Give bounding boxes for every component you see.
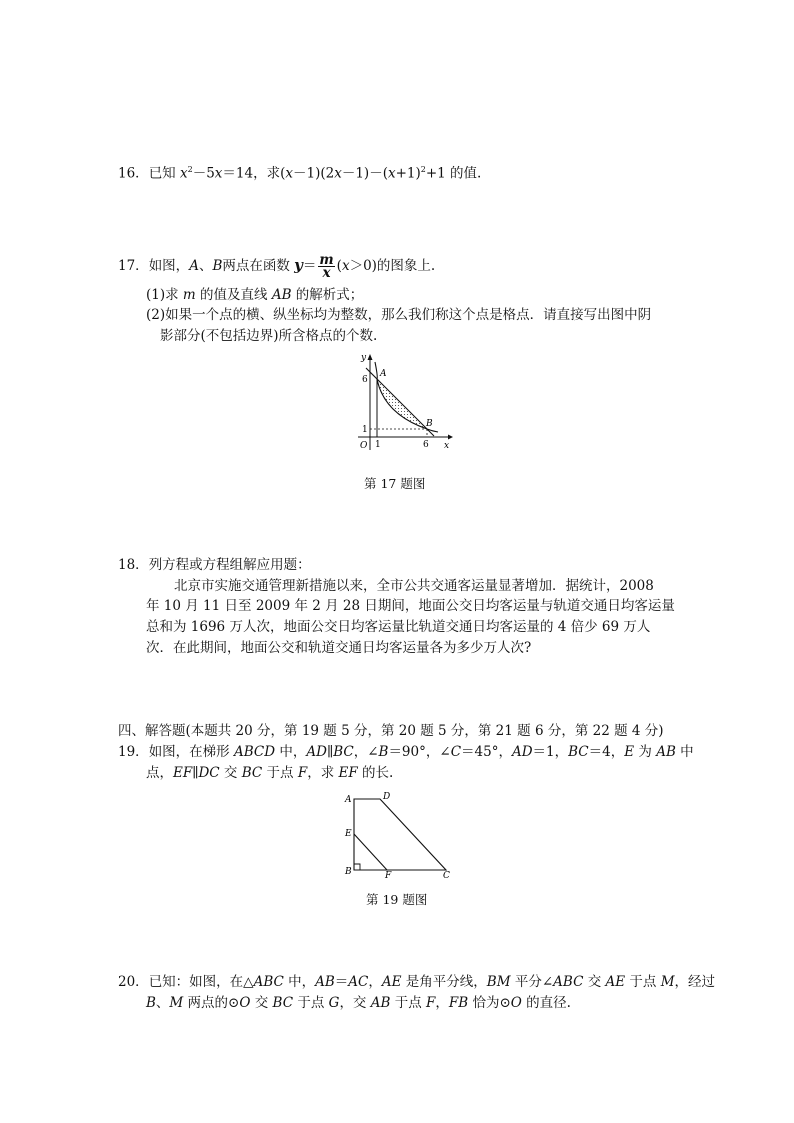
q19-figure-caption: 第 19 题图	[366, 892, 428, 907]
origin-label: O	[360, 441, 368, 451]
q16-number: 16．	[118, 165, 149, 182]
q18-line2: 年 10 月 11 日至 2009 年 2 月 28 日期间，地面公交日均客运量与轨道交通日均客运量	[146, 598, 675, 614]
vertex-B-label: B	[345, 867, 352, 877]
point-B-label: B	[426, 419, 433, 429]
tick-6-x: 6	[423, 440, 429, 450]
vertex-A-label: A	[345, 795, 352, 805]
q17-figure-caption: 第 17 题图	[364, 476, 426, 491]
q17-figure	[340, 350, 456, 454]
q20-line2: B、M 两点的⊙O 交 BC 于点 G，交 AB 于点 F，FB 恰为⊙O 的直径.	[146, 995, 571, 1011]
vertex-D-label: D	[383, 792, 391, 802]
q20-line1: 20．已知：如图，在△ABC 中，AB＝AC，AE 是角平分线，BM 平分∠ABC 交 AE 于点 M，经过	[118, 974, 716, 990]
y-axis-arrow	[368, 354, 373, 360]
trapezoid-ABCD	[354, 799, 446, 870]
right-angle-mark	[354, 864, 360, 870]
x-axis-label: x	[444, 441, 450, 451]
tick-1-y: 1	[362, 425, 368, 435]
y-axis-label: y	[361, 353, 367, 363]
q18-title: 18．列方程或方程组解应用题：	[118, 557, 311, 573]
q17-part2-line1: (2)如果一个点的横、纵坐标均为整数，那么我们称这个点是格点．请直接写出图中阴	[146, 307, 652, 323]
q18-number: 18．	[118, 557, 149, 573]
fraction-m-over-x: $\frac{m}{x}$	[319, 252, 334, 281]
q17-text: 17．如图，A、B两点在函数 y＝ $\frac{m}{x}$ (x＞0)的图象上.	[118, 252, 436, 281]
q18-line3: 总和为 1696 万人次，地面公交日均客运量比轨道交通日均客运量的 4 倍少 69 万人	[146, 619, 651, 635]
vertex-C-label: C	[443, 871, 450, 880]
q17-part1: (1)求 m 的值及直线 AB 的解析式；	[146, 287, 364, 303]
q19-figure	[340, 788, 458, 880]
line-AB	[366, 368, 434, 436]
segment-EF	[354, 834, 387, 870]
point-A-label: A	[380, 369, 387, 379]
tick-1-x: 1	[375, 440, 381, 450]
q18-line1: 北京市实施交通管理新措施以来，全市公共交通客运量显著增加．据统计，2008	[174, 578, 654, 594]
point-F-label: F	[385, 871, 392, 880]
x-axis-arrow	[448, 435, 453, 440]
q17-number: 17．	[118, 258, 149, 274]
q17-part2-line2: 影部分(不包括边界)所含格点的个数.	[160, 328, 378, 344]
q16-text: 16．已知 $x^2-5x=14$，求$(x-1)(2x-1)-(x+1)^2+1$ 的值.	[118, 165, 482, 182]
q19-number: 19．	[118, 744, 149, 760]
q19-line2: 点，EF∥DC 交 BC 于点 F，求 EF 的长.	[146, 765, 394, 781]
point-E-label: E	[345, 829, 352, 839]
q20-number: 20．	[118, 974, 149, 990]
section-four-heading: 四、解答题(本题共 20 分，第 19 题 5 分，第 20 题 5 分，第 21 题 6 分，第 22 题 4 分)	[118, 723, 664, 739]
q19-line1: 19．如图，在梯形 ABCD 中，AD∥BC，∠B＝90°，∠C＝45°，AD＝1，BC＝4，E 为 AB 中	[118, 744, 694, 760]
q18-line4: 次．在此期间，地面公交和轨道交通日均客运量各为多少万人次?	[146, 640, 532, 656]
tick-6-y: 6	[362, 375, 368, 385]
